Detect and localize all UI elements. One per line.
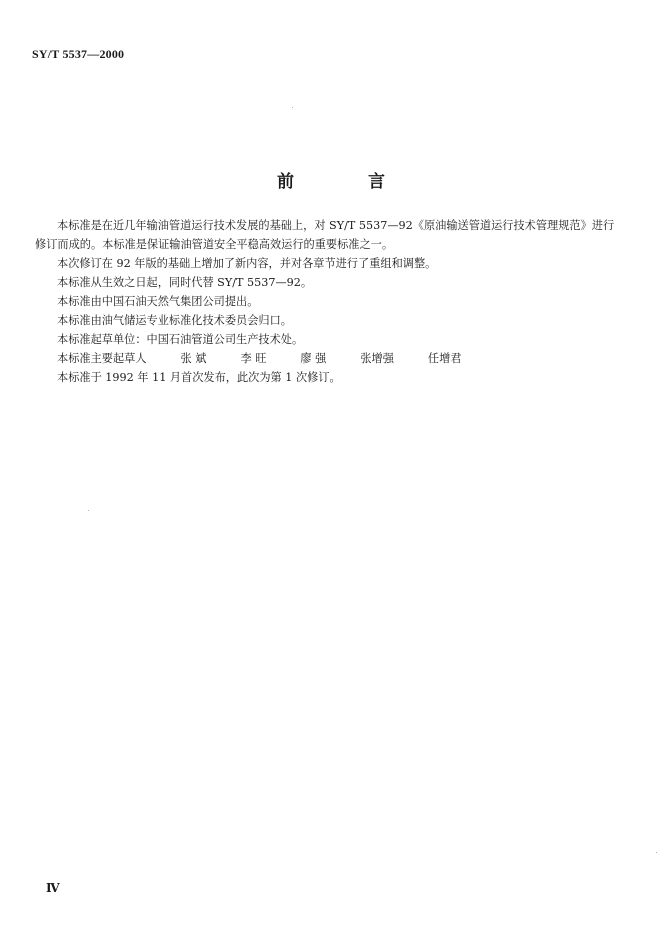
drafter-name: 任增君	[427, 352, 462, 365]
paragraph-replacement: 本标准从生效之日起，同时代替 SY/T 5537—92。	[57, 276, 313, 289]
paragraph-revision: 本次修订在 92 年版的基础上增加了新内容，并对各章节进行了重组和调整。	[57, 257, 437, 270]
drafter-name: 张 斌	[180, 352, 207, 365]
page-title: 前 言	[277, 172, 419, 192]
paragraph-basis: 本标准是在近几年输油管道运行技术发展的基础上，对 SY/T 5537—92《原油输送管道运行技术管理规范》进行修订而成的。本标准是保证输油管道安全平稳高效运行的重要标准之一。	[35, 219, 615, 251]
scan-speck	[292, 107, 293, 108]
scan-speck	[88, 510, 89, 511]
paragraph-proposer: 本标准由中国石油天然气集团公司提出。	[57, 295, 259, 308]
paragraph-history: 本标准于 1992 年 11 月首次发布，此次为第 1 次修订。	[57, 371, 341, 384]
drafter-name: 廖 强	[300, 352, 327, 365]
standard-code: SY/T 5537—2000	[32, 47, 125, 61]
paragraph-drafters	[35, 349, 625, 368]
foreword-body	[35, 216, 625, 387]
scan-speck	[656, 852, 657, 853]
page-number: Ⅳ	[46, 881, 60, 895]
drafters-label: 本标准主要起草人	[57, 352, 147, 365]
paragraph-drafting-unit: 本标准起草单位：中国石油管道公司生产技术处。	[57, 333, 304, 346]
paragraph-centralized: 本标准由油气储运专业标准化技术委员会归口。	[57, 314, 292, 327]
drafter-name: 张增强	[360, 352, 394, 365]
drafter-name: 李 旺	[240, 352, 267, 365]
